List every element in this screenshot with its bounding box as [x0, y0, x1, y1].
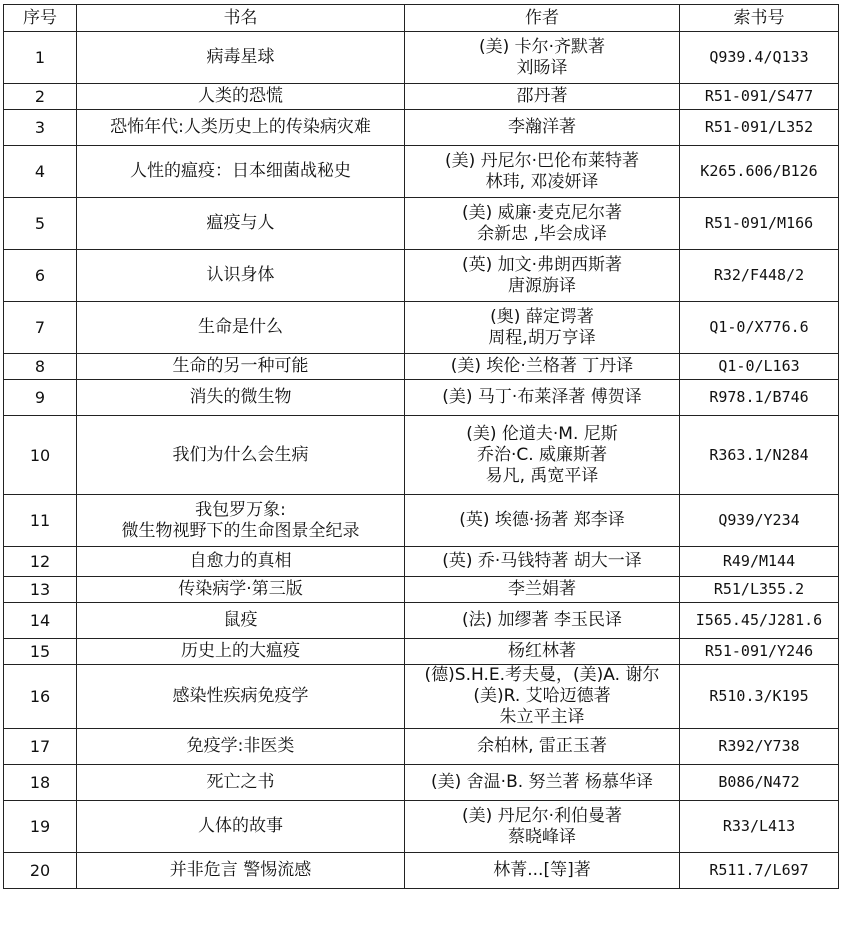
book-author-line: (英) 加文·弗朗西斯著 [461, 254, 623, 275]
book-author-line: (奥) 薛定谔著 [490, 306, 594, 327]
table-row [4, 603, 839, 639]
book-author [405, 302, 680, 354]
book-author-line: (美) 伦道夫·M. 尼斯 [466, 423, 618, 444]
book-author [405, 665, 680, 729]
call-number: R511.7/L697 [680, 853, 839, 889]
book-author [405, 801, 680, 853]
book-title-line: 死亡之书 [206, 772, 275, 792]
row-index: 11 [4, 495, 77, 547]
book-author [405, 198, 680, 250]
book-author-line: (美) 丹尼尔·巴伦布莱特著 [444, 150, 640, 171]
row-index: 3 [4, 110, 77, 146]
table-row [4, 146, 839, 198]
call-number: R51/L355.2 [680, 577, 839, 603]
table-row [4, 853, 839, 889]
book-author-line: (德)S.H.E.考夫曼，(美)A. 谢尔 [424, 665, 660, 685]
book-author-line: 林玮, 邓凌妍译 [485, 171, 599, 192]
book-title [77, 380, 405, 416]
book-title [77, 416, 405, 495]
book-author [405, 603, 680, 639]
book-author [405, 354, 680, 380]
book-title [77, 729, 405, 765]
table-row [4, 665, 839, 729]
table-row [4, 729, 839, 765]
table-row [4, 639, 839, 665]
book-title-line: 感染性疾病免疫学 [172, 686, 309, 706]
table-row [4, 765, 839, 801]
row-index: 13 [4, 577, 77, 603]
book-title [77, 577, 405, 603]
call-number: Q1-0/X776.6 [680, 302, 839, 354]
row-index: 9 [4, 380, 77, 416]
row-index: 14 [4, 603, 77, 639]
book-title [77, 639, 405, 665]
book-title-line: 历史上的大瘟疫 [181, 641, 300, 661]
book-author [405, 853, 680, 889]
book-author [405, 729, 680, 765]
row-index: 2 [4, 84, 77, 110]
table-row [4, 110, 839, 146]
book-author-line: (法) 加缪著 李玉民译 [461, 610, 623, 630]
book-author-line: 乔治·C. 威廉斯著 [476, 444, 608, 465]
book-title-line: 微生物视野下的生命图景全纪录 [121, 520, 360, 541]
book-title [77, 665, 405, 729]
row-index: 12 [4, 547, 77, 577]
table-row [4, 801, 839, 853]
book-author-line: 李兰娟著 [508, 579, 576, 599]
call-number: R978.1/B746 [680, 380, 839, 416]
book-author [405, 547, 680, 577]
book-title-line: 传染病学·第三版 [178, 579, 303, 599]
book-title-line: 生命的另一种可能 [172, 356, 309, 376]
row-index: 6 [4, 250, 77, 302]
book-title [77, 146, 405, 198]
call-number: B086/N472 [680, 765, 839, 801]
call-number: I565.45/J281.6 [680, 603, 839, 639]
row-index: 20 [4, 853, 77, 889]
table-row [4, 32, 839, 84]
book-author [405, 495, 680, 547]
book-title-line: 瘟疫与人 [206, 213, 275, 233]
call-number: Q939.4/Q133 [680, 32, 839, 84]
book-title-line: 我们为什么会生病 [172, 444, 309, 465]
table-row [4, 302, 839, 354]
header-author: 作者 [405, 5, 680, 32]
book-author-line: 李瀚洋著 [508, 117, 576, 137]
book-author-line: (美) 埃伦·兰格著 丁丹译 [450, 356, 634, 376]
book-author [405, 765, 680, 801]
book-author-line: 周程,胡万亨译 [488, 327, 596, 348]
book-author [405, 32, 680, 84]
book-author-line: 杨红林著 [508, 641, 576, 661]
row-index: 16 [4, 665, 77, 729]
book-title [77, 302, 405, 354]
call-number: Q1-0/L163 [680, 354, 839, 380]
book-title-line: 认识身体 [206, 265, 275, 285]
book-author-line: 余柏林, 雷正玉著 [477, 736, 607, 756]
call-number: Q939/Y234 [680, 495, 839, 547]
table-row [4, 198, 839, 250]
book-title-line: 人体的故事 [198, 816, 283, 836]
book-author-line: (美) 舍温·B. 努兰著 杨慕华译 [431, 772, 653, 792]
book-title-line: 消失的微生物 [189, 387, 292, 407]
call-number: R51-091/Y246 [680, 639, 839, 665]
row-index: 18 [4, 765, 77, 801]
book-author [405, 639, 680, 665]
book-author-line: (英) 乔·马钱特著 胡大一译 [442, 551, 642, 571]
header-index: 序号 [4, 5, 77, 32]
table-row [4, 250, 839, 302]
book-title [77, 354, 405, 380]
table-row [4, 84, 839, 110]
table-row [4, 495, 839, 547]
row-index: 19 [4, 801, 77, 853]
book-title [77, 853, 405, 889]
book-author-line: (美) 马丁·布莱泽著 傅贺译 [442, 387, 642, 407]
row-index: 8 [4, 354, 77, 380]
book-author-line: (美) 威廉·麦克尼尔著 [461, 202, 623, 223]
book-author-line: (美) 丹尼尔·利伯曼著 [461, 805, 623, 826]
book-author-line: 余新忠 ,毕会成译 [477, 223, 607, 244]
row-index: 10 [4, 416, 77, 495]
book-author [405, 250, 680, 302]
call-number: K265.606/B126 [680, 146, 839, 198]
book-author [405, 110, 680, 146]
book-title-line: 人性的瘟疫：日本细菌战秘史 [130, 161, 351, 181]
call-number: R33/L413 [680, 801, 839, 853]
book-author-line: 蔡晓峰译 [508, 826, 576, 847]
book-author-line: (英) 埃德·扬著 郑李译 [459, 510, 625, 530]
call-number: R363.1/N284 [680, 416, 839, 495]
book-list-table [3, 4, 839, 889]
book-author-line: 邵丹著 [516, 86, 568, 106]
book-author [405, 380, 680, 416]
table-body [4, 32, 839, 889]
table-row [4, 354, 839, 380]
header-callno: 索书号 [680, 5, 839, 32]
book-author-line: (美)R. 艾哈迈德著 [473, 686, 611, 706]
table-row [4, 416, 839, 495]
book-author [405, 84, 680, 110]
call-number: R51-091/L352 [680, 110, 839, 146]
book-title [77, 250, 405, 302]
book-title-line: 我包罗万象: [195, 499, 286, 520]
row-index: 5 [4, 198, 77, 250]
call-number: R510.3/K195 [680, 665, 839, 729]
book-title [77, 32, 405, 84]
book-title [77, 84, 405, 110]
call-number: R51-091/M166 [680, 198, 839, 250]
book-title [77, 110, 405, 146]
book-title [77, 547, 405, 577]
book-title-line: 鼠疫 [223, 610, 258, 630]
book-author-line: (美) 卡尔·齐默著 [478, 36, 606, 57]
book-title-line: 免疫学:非医类 [186, 736, 295, 756]
page [3, 4, 839, 889]
table-row [4, 547, 839, 577]
book-title-line: 生命是什么 [198, 317, 283, 337]
book-title [77, 198, 405, 250]
book-author [405, 416, 680, 495]
row-index: 15 [4, 639, 77, 665]
call-number: R392/Y738 [680, 729, 839, 765]
book-title [77, 603, 405, 639]
book-author-line: 易凡, 禹宽平译 [485, 465, 599, 486]
book-author [405, 146, 680, 198]
row-index: 1 [4, 32, 77, 84]
call-number: R32/F448/2 [680, 250, 839, 302]
book-author-line: 刘旸译 [516, 57, 568, 78]
book-title-line: 恐怖年代:人类历史上的传染病灾难 [110, 117, 371, 137]
book-title-line: 人类的恐慌 [198, 86, 283, 106]
book-title [77, 765, 405, 801]
header-title: 书名 [77, 5, 405, 32]
call-number: R51-091/S477 [680, 84, 839, 110]
header-row [4, 5, 839, 32]
row-index: 4 [4, 146, 77, 198]
call-number: R49/M144 [680, 547, 839, 577]
book-title-line: 病毒星球 [206, 47, 275, 67]
book-title-line: 自愈力的真相 [189, 551, 292, 571]
book-author-line: 唐源旃译 [508, 275, 576, 296]
table-row [4, 577, 839, 603]
table-row [4, 380, 839, 416]
book-author-line: 林菁...[等]著 [493, 860, 591, 880]
book-title-line: 并非危言 警惕流感 [169, 860, 312, 880]
row-index: 7 [4, 302, 77, 354]
row-index: 17 [4, 729, 77, 765]
book-title [77, 801, 405, 853]
book-title [77, 495, 405, 547]
book-author-line: 朱立平主译 [499, 707, 585, 727]
book-author [405, 577, 680, 603]
